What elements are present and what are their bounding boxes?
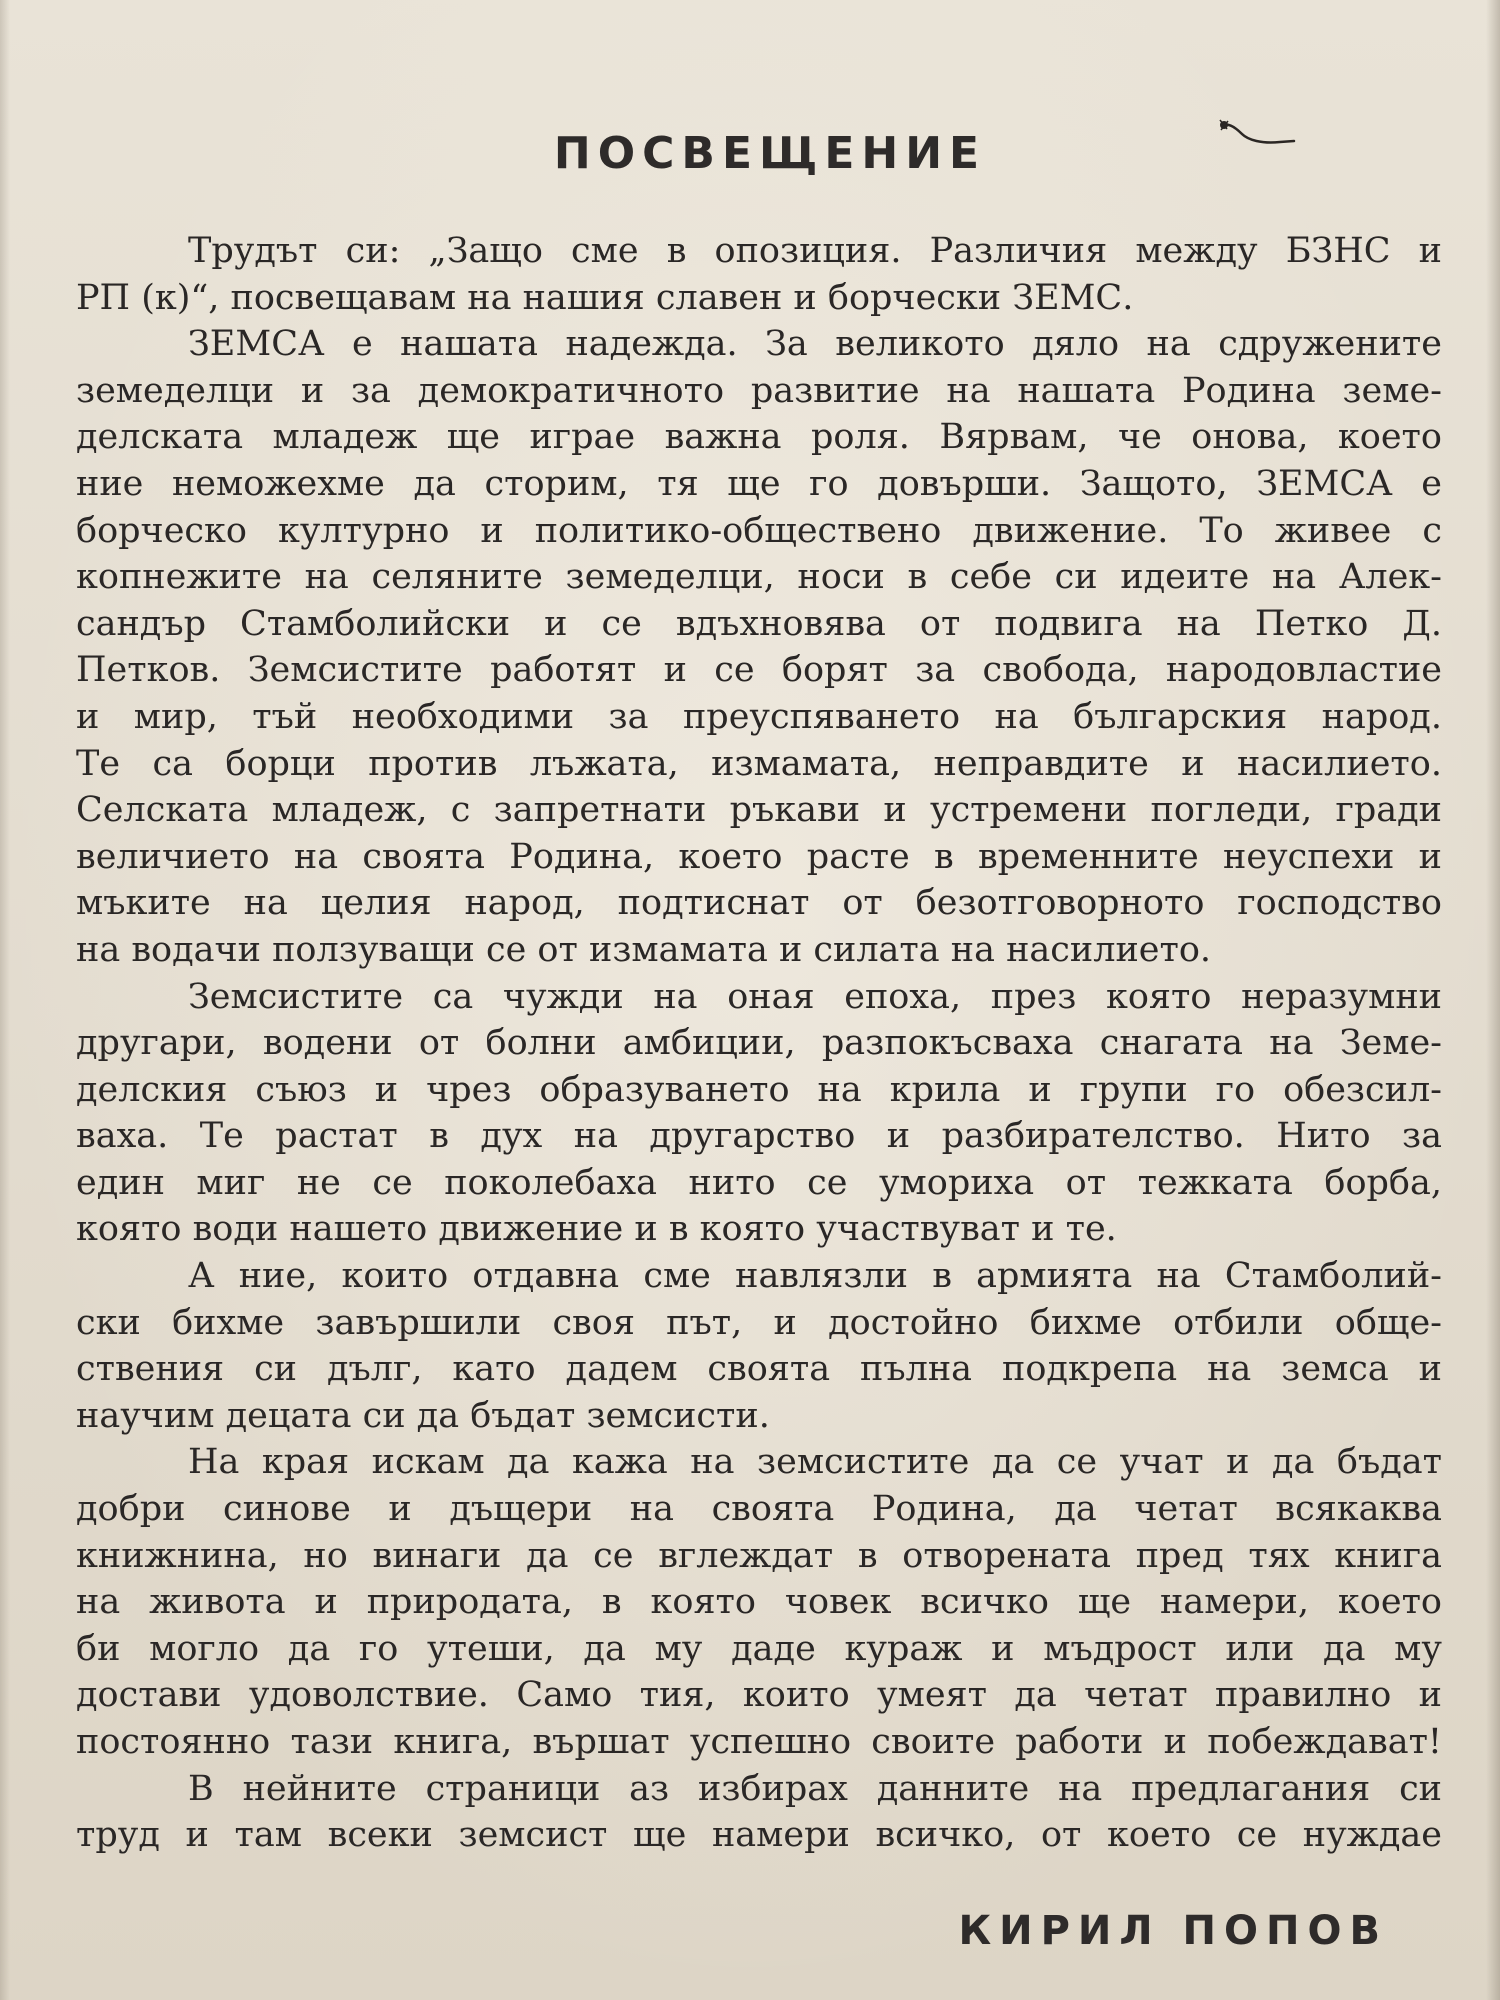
text-line: борческо културно и политико-обществено движение. То живее с	[76, 510, 1442, 551]
text-line: величието на своята Родина, което расте в временните неуспехи и	[76, 836, 1442, 877]
text-line: ски бихме завършили своя път, и достойно бихме отбили обще-	[76, 1302, 1442, 1343]
text-line: и мир, тъй необходими за преуспяването на българския народ.	[76, 696, 1442, 737]
text-line: делската младеж ще играе важна роля. Вярвам, че онова, което	[76, 417, 1442, 458]
text-line: на водачи ползуващи се от измамата и силата на насилието.	[76, 929, 1212, 970]
text-line: Селската младеж, с запретнати ръкави и устремени погледи, гради	[76, 790, 1442, 831]
text-line: На края искам да кажа на земсистите да се учат и да бъдат	[188, 1442, 1442, 1483]
text-line: ЗЕМСА е нашата надежда. За великото дяло на сдружените	[188, 324, 1442, 365]
text-line: А ние, които отдавна сме навлязли в армията на Стамболий-	[188, 1256, 1442, 1297]
text-line: достави удоволствие. Само тия, които умеят да четат правилно и	[76, 1675, 1442, 1716]
text-line: земеделци и за демократичното развитие на нашата Родина земе-	[76, 370, 1442, 411]
page-left-edge-shadow	[0, 0, 10, 2000]
text-line: Земсистите са чужди на оная епоха, през която неразумни	[188, 976, 1442, 1017]
text-line: ние неможехме да сторим, тя ще го довърши. Защото, ЗЕМСА е	[76, 463, 1442, 504]
text-line: Те са борци против лъжата, измамата, неправдите и насилието.	[76, 743, 1442, 784]
text-line: Трудът си: „Защо сме в опозиция. Различия между БЗНС и	[188, 231, 1442, 271]
author-signature: КИРИЛ ПОПОВ	[958, 1908, 1388, 1954]
text-line: би могло да го утеши, да му даде кураж и мъдрост или да му	[76, 1628, 1442, 1669]
text-line: делския съюз и чрез образуването на крила и групи го обезсил-	[76, 1069, 1442, 1110]
text-line: другари, водени от болни амбиции, разпокъсваха снагата на Земе-	[76, 1023, 1442, 1064]
text-line: научим децата си да бъдат земсисти.	[76, 1395, 770, 1436]
page-title: ПОСВЕЩЕНИЕ	[553, 128, 987, 179]
text-line: ваха. Те растат в дух на другарство и разбирателство. Нито за	[76, 1116, 1442, 1157]
page-right-edge-shadow	[1486, 0, 1500, 2000]
text-line: на живота и природата, в която човек всичко ще намери, което	[76, 1582, 1442, 1623]
text-line: която води нашето движение и в която участвуват и те.	[76, 1209, 1117, 1250]
text-line: труд и там всеки земсист ще намери всичко, от което се нуждае	[76, 1815, 1442, 1856]
text-line: ствения си дълг, като дадем своята пълна подкрепа на земса и	[76, 1349, 1442, 1390]
text-line: постоянно тази книга, вършат успешно своите работи и побеждават!	[76, 1722, 1442, 1762]
text-line: добри синове и дъщери на своята Родина, да четат всякаква	[76, 1489, 1442, 1530]
text-line: Петков. Земсистите работят и се борят за свобода, народовластие	[76, 650, 1442, 691]
text-line: книжнина, но винаги да се вглеждат в отворената пред тях книга	[76, 1535, 1442, 1576]
text-line: сандър Стамболийски и се вдъхновява от подвига на Петко Д.	[76, 603, 1442, 644]
text-line: В нейните страници аз избирах данните на предлагания си	[188, 1768, 1442, 1809]
text-line: копнежите на селяните земеделци, носи в себе си идеите на Алек-	[76, 557, 1442, 598]
text-line: един миг не се поколебаха нито се умориха от тежката борба,	[76, 1162, 1442, 1203]
dedication-text	[76, 228, 1442, 1859]
text-line: мъките на целия народ, подтиснат от безотговорното господство	[76, 883, 1442, 924]
text-line: РП (к)“, посвещавам на нашия славен и борчески ЗЕМС.	[76, 277, 1134, 318]
